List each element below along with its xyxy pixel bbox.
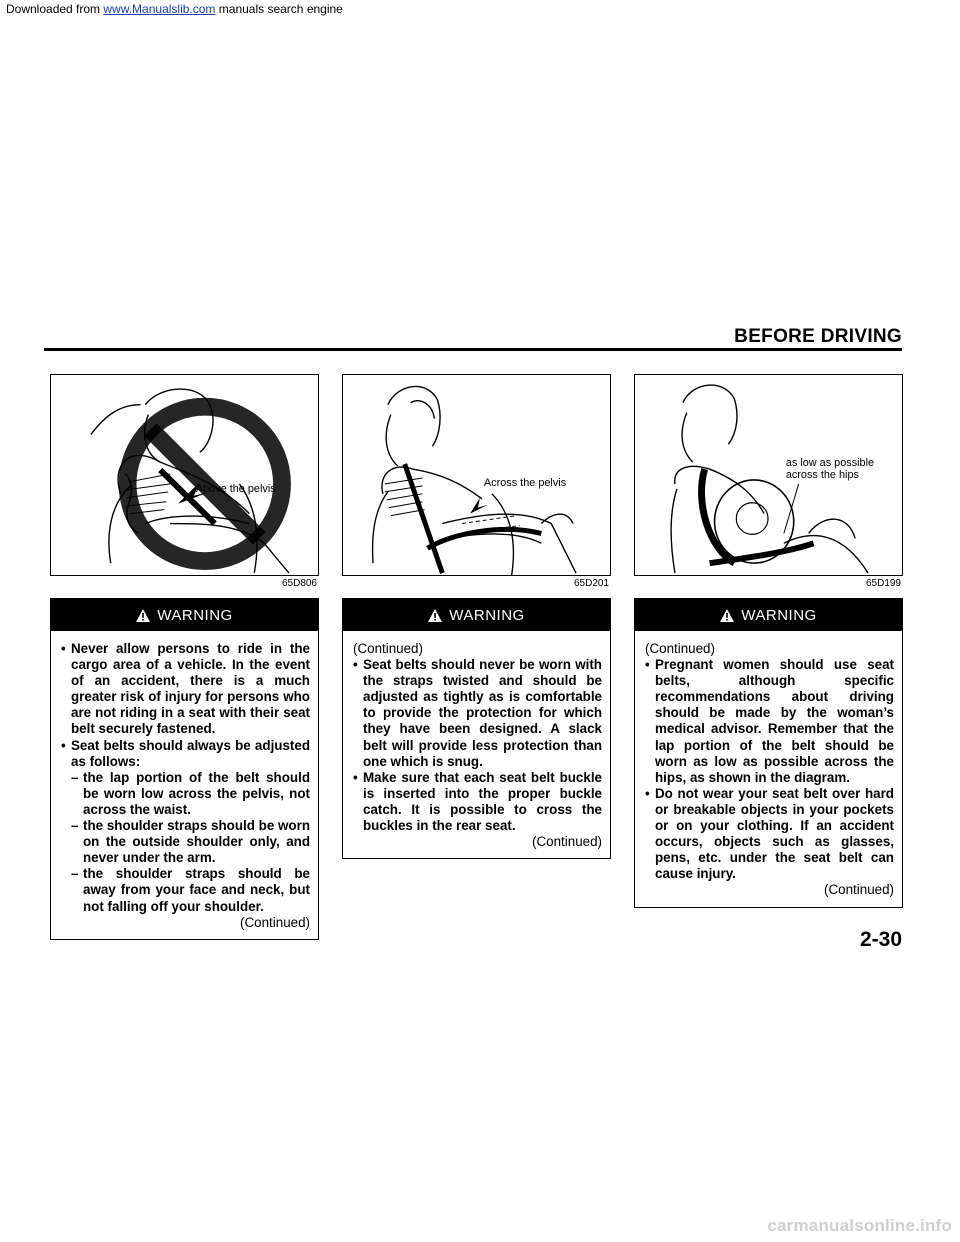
wrong-belt-illustration	[51, 375, 318, 575]
warning-body	[635, 631, 902, 907]
figure-3-label-line1: as low as possible	[785, 457, 875, 470]
warning-subitem: – the shoulder straps should be away from your face and neck, but not falling off your shoulder.	[61, 866, 310, 914]
download-source-banner	[6, 2, 343, 16]
banner-suffix: manuals search engine	[215, 2, 343, 16]
continued-note: (Continued)	[240, 914, 310, 930]
warning-header	[51, 599, 318, 631]
continued-note: (Continued)	[532, 834, 602, 850]
header-rule	[44, 348, 902, 351]
warning-subitem: – the lap portion of the belt should be worn low across the pelvis, not across the waist.	[61, 770, 310, 818]
correct-belt-illustration	[343, 375, 610, 575]
figure-3-label-line2: across the hips	[785, 468, 859, 481]
warning-box-1	[50, 598, 319, 940]
warning-subitem: – the shoulder straps should be worn on the outside shoulder only, and never under the arm.	[61, 818, 310, 866]
section-title: BEFORE DRIVING	[734, 326, 902, 347]
warning-box-2	[342, 598, 611, 859]
figure-2-label: Across the pelvis	[483, 476, 567, 489]
figure-wrong-belt-position	[50, 374, 319, 576]
warning-item: • Make sure that each seat belt buckle is inserted into the proper buckle catch. It is possible to cross the buckles in the rear seat.	[353, 770, 602, 834]
manualslib-link[interactable]: www.Manualslib.com	[103, 2, 216, 16]
warning-heading: WARNING	[449, 606, 525, 624]
figure-1-label: Above the pelvis	[195, 482, 276, 495]
warning-heading: WARNING	[157, 606, 233, 624]
figure-1-code: 65D806	[281, 578, 317, 589]
warning-box-3	[634, 598, 903, 908]
warning-body	[343, 631, 610, 858]
continued-note: (Continued)	[353, 641, 423, 656]
warning-triangle-icon	[428, 609, 442, 622]
warning-triangle-icon	[720, 609, 734, 622]
watermark-link[interactable]: carmanualsonline.info	[767, 1216, 952, 1235]
pregnant-belt-illustration	[635, 375, 902, 575]
figure-2-code: 65D201	[573, 578, 609, 589]
banner-prefix: Downloaded from	[6, 2, 104, 16]
warning-item: • Seat belts should always be adjusted as follows:	[61, 738, 310, 770]
warning-header	[635, 599, 902, 631]
warning-item: • Do not wear your seat belt over hard or breakable objects in your pockets or on your clothing. If an accident occurs, objects such as glasses, pens, etc. under the seat belt can cause injury.	[645, 786, 894, 883]
warning-heading: WARNING	[741, 606, 817, 624]
warning-header	[343, 599, 610, 631]
continued-note: (Continued)	[824, 882, 894, 898]
figure-3-code: 65D199	[865, 578, 901, 589]
warning-body	[51, 631, 318, 939]
figure-pregnant-belt-position	[634, 374, 903, 576]
warning-item: • Pregnant women should use seat belts, although specific recommendations about driving should be made by the woman’s medical advisor. Remember that the lap portion of the belt should be worn as low as possible across the hips, as shown in the diagram.	[645, 657, 894, 786]
warning-triangle-icon	[136, 609, 150, 622]
page-number: 2-30	[859, 928, 902, 951]
warning-item: • Seat belts should never be worn with the straps twisted and should be adjusted as tightly as is comfortable to provide the protection for which they have been designed. A slack belt will provide less protection than one which is snug.	[353, 657, 602, 770]
figure-correct-belt-position	[342, 374, 611, 576]
warning-item: • Never allow persons to ride in the cargo area of a vehicle. In the event of an accident, there is a much greater risk of injury for persons who are not riding in a seat with their seat belt securely fastened.	[61, 641, 310, 738]
continued-note: (Continued)	[645, 641, 715, 656]
